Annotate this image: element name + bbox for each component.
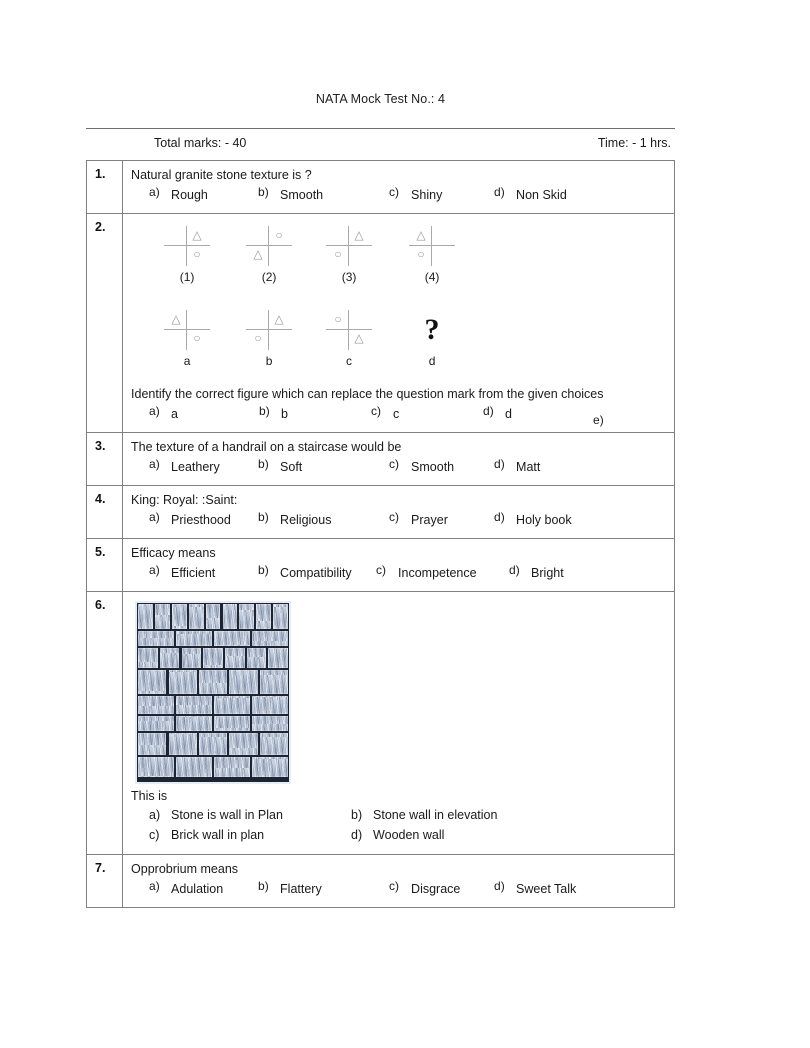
option-list	[131, 807, 668, 847]
page-title: NATA Mock Test No.: 4	[315, 92, 446, 106]
stone-block	[176, 716, 212, 731]
option-b[interactable]: b) Compatibility	[258, 563, 352, 580]
table-row	[87, 855, 675, 908]
option-list	[131, 186, 668, 206]
stone-block	[138, 648, 158, 668]
option-c[interactable]: c) c	[371, 404, 400, 421]
option-row	[131, 807, 668, 827]
question-body	[123, 855, 674, 907]
option-c[interactable]: c) Incompetence	[376, 563, 477, 580]
stone-block	[273, 604, 288, 629]
option-d[interactable]: d) Wooden wall	[351, 828, 445, 842]
circle-icon	[271, 227, 287, 243]
choice-figure-c-caption: c	[346, 354, 353, 368]
questions-table	[86, 160, 675, 908]
question-stem: This is	[131, 789, 168, 803]
option-c[interactable]: c) Shiny	[389, 185, 443, 202]
option-a[interactable]: a) Efficient	[149, 563, 216, 580]
time-label: Time: - 1 hrs.	[597, 136, 671, 150]
question-number: 5.	[95, 545, 106, 559]
question-stem: Natural granite stone texture is ?	[131, 168, 312, 182]
question-body	[123, 214, 674, 432]
choice-figure-row	[131, 308, 668, 372]
total-marks-label: Total marks: - 40	[154, 136, 247, 150]
choice-figure-b-caption: b	[265, 354, 273, 368]
stone-block	[169, 733, 197, 755]
question-number: 7.	[95, 861, 106, 875]
stone-block	[199, 670, 227, 694]
option-b[interactable]: b) Smooth	[258, 185, 324, 202]
stone-block	[239, 604, 254, 629]
stone-block	[229, 670, 257, 694]
vertical-line-icon	[186, 310, 187, 350]
stone-block	[189, 604, 204, 629]
stone-block	[138, 670, 166, 694]
question-body	[123, 486, 674, 538]
question-stem: Efficacy means	[131, 546, 216, 560]
option-row	[131, 827, 668, 847]
choice-figure-d-caption: d	[428, 354, 436, 368]
option-a[interactable]: a) a	[149, 404, 178, 421]
stone-block	[260, 670, 288, 694]
triangle-icon	[351, 227, 367, 243]
stone-block	[138, 733, 166, 755]
stone-block	[256, 604, 271, 629]
option-d[interactable]: d) Non Skid	[494, 185, 567, 202]
option-list	[131, 405, 668, 425]
table-row	[87, 161, 675, 214]
circle-icon	[250, 330, 266, 346]
circle-icon	[330, 246, 346, 262]
stone-block	[268, 648, 288, 668]
sequence-figure-2	[243, 224, 295, 268]
stone-block	[169, 670, 197, 694]
option-d[interactable]: d) Matt	[494, 457, 541, 474]
option-d[interactable]: d) Sweet Talk	[494, 879, 577, 896]
option-a[interactable]: a) Adulation	[149, 879, 224, 896]
stone-block	[138, 631, 174, 646]
option-b[interactable]: b) Stone wall in elevation	[351, 808, 498, 822]
stone-block	[214, 696, 250, 714]
choice-figure-a[interactable]	[161, 308, 213, 352]
question-stem: King: Royal: :Saint:	[131, 493, 238, 507]
stone-block	[160, 648, 180, 668]
table-row	[87, 592, 675, 855]
choice-figure-b[interactable]	[243, 308, 295, 352]
stone-block	[225, 648, 245, 668]
option-c[interactable]: c) Disgrace	[389, 879, 461, 896]
exam-meta-row	[86, 136, 675, 158]
triangle-icon	[413, 227, 429, 243]
option-c[interactable]: c) Brick wall in plan	[149, 828, 265, 842]
option-list	[131, 458, 668, 478]
stone-block	[223, 604, 238, 629]
vertical-line-icon	[268, 310, 269, 350]
vertical-line-icon	[348, 310, 349, 350]
header-divider	[86, 128, 675, 129]
question-stem: Identify the correct figure which can replace the question mark from the given choices	[131, 387, 604, 401]
question-number: 2.	[95, 220, 106, 234]
option-b[interactable]: b) b	[259, 404, 288, 421]
triangle-icon	[189, 227, 205, 243]
question-body	[123, 539, 674, 591]
option-b[interactable]: b) Flattery	[258, 879, 322, 896]
stone-block	[229, 733, 257, 755]
question-stem: Opprobrium means	[131, 862, 239, 876]
stone-block	[252, 696, 288, 714]
option-a[interactable]: a) Rough	[149, 185, 208, 202]
stone-block	[138, 604, 153, 629]
question-mark-icon: ?	[424, 313, 440, 346]
stone-block	[155, 604, 170, 629]
option-a[interactable]: a) Leathery	[149, 457, 220, 474]
triangle-icon	[250, 246, 266, 262]
triangle-icon	[351, 330, 367, 346]
stone-block	[260, 733, 288, 755]
question-body	[123, 433, 674, 485]
question-body	[123, 161, 674, 213]
sequence-figure-3	[323, 224, 375, 268]
sequence-figure-3-caption: (3)	[341, 270, 357, 284]
stone-block	[176, 631, 212, 646]
option-e[interactable]: e)	[593, 413, 604, 427]
option-list	[131, 880, 668, 900]
table-row	[87, 539, 675, 592]
sequence-figure-4	[406, 224, 458, 268]
vertical-line-icon	[268, 226, 269, 266]
sequence-figure-row	[131, 224, 668, 286]
option-b[interactable]: b) Soft	[258, 457, 303, 474]
stone-block	[247, 648, 267, 668]
circle-icon	[330, 311, 346, 327]
stone-block	[203, 648, 223, 668]
option-list	[131, 511, 668, 531]
sequence-figure-1	[161, 224, 213, 268]
stone-block	[214, 757, 250, 777]
vertical-line-icon	[431, 226, 432, 266]
stone-block	[252, 631, 288, 646]
circle-icon	[189, 330, 205, 346]
choice-figure-c[interactable]	[323, 308, 375, 352]
stone-block	[214, 631, 250, 646]
stone-block	[138, 696, 174, 714]
stone-block	[252, 716, 288, 731]
question-body	[123, 592, 674, 854]
stone-block	[214, 716, 250, 731]
triangle-icon	[271, 311, 287, 327]
question-number: 3.	[95, 439, 106, 453]
option-a[interactable]: a) Stone is wall in Plan	[149, 808, 283, 822]
stone-block	[182, 648, 202, 668]
option-a[interactable]: a) Priesthood	[149, 510, 231, 527]
option-c[interactable]: c) Smooth	[389, 457, 455, 474]
circle-icon	[189, 246, 205, 262]
stone-block	[176, 757, 212, 777]
question-number: 4.	[95, 492, 106, 506]
stone-block	[138, 716, 174, 731]
table-row	[87, 214, 675, 433]
sequence-figure-4-caption: (4)	[424, 270, 440, 284]
option-d[interactable]: d) d	[483, 404, 512, 421]
sequence-figure-area	[131, 224, 668, 372]
stone-block	[138, 757, 174, 777]
stone-wall-canvas	[137, 603, 289, 782]
option-list	[131, 564, 668, 584]
option-d[interactable]: d) Holy book	[494, 510, 572, 527]
choice-figure-a-caption: a	[183, 354, 191, 368]
sequence-figure-1-caption: (1)	[179, 270, 195, 284]
question-stem: The texture of a handrail on a staircase would be	[131, 440, 402, 454]
option-d[interactable]: d) Bright	[509, 563, 564, 580]
table-row	[87, 486, 675, 539]
triangle-icon	[168, 311, 184, 327]
circle-icon	[413, 246, 429, 262]
table-row	[87, 433, 675, 486]
vertical-line-icon	[348, 226, 349, 266]
stone-block	[206, 604, 221, 629]
question-number: 6.	[95, 598, 106, 612]
stone-block	[172, 604, 187, 629]
stone-block	[252, 757, 288, 777]
vertical-line-icon	[186, 226, 187, 266]
stone-block	[199, 733, 227, 755]
option-b[interactable]: b) Religious	[258, 510, 332, 527]
stone-block	[176, 696, 212, 714]
option-c[interactable]: c) Prayer	[389, 510, 448, 527]
question-number: 1.	[95, 167, 106, 181]
stone-wall-image	[135, 601, 291, 784]
sequence-figure-2-caption: (2)	[261, 270, 277, 284]
